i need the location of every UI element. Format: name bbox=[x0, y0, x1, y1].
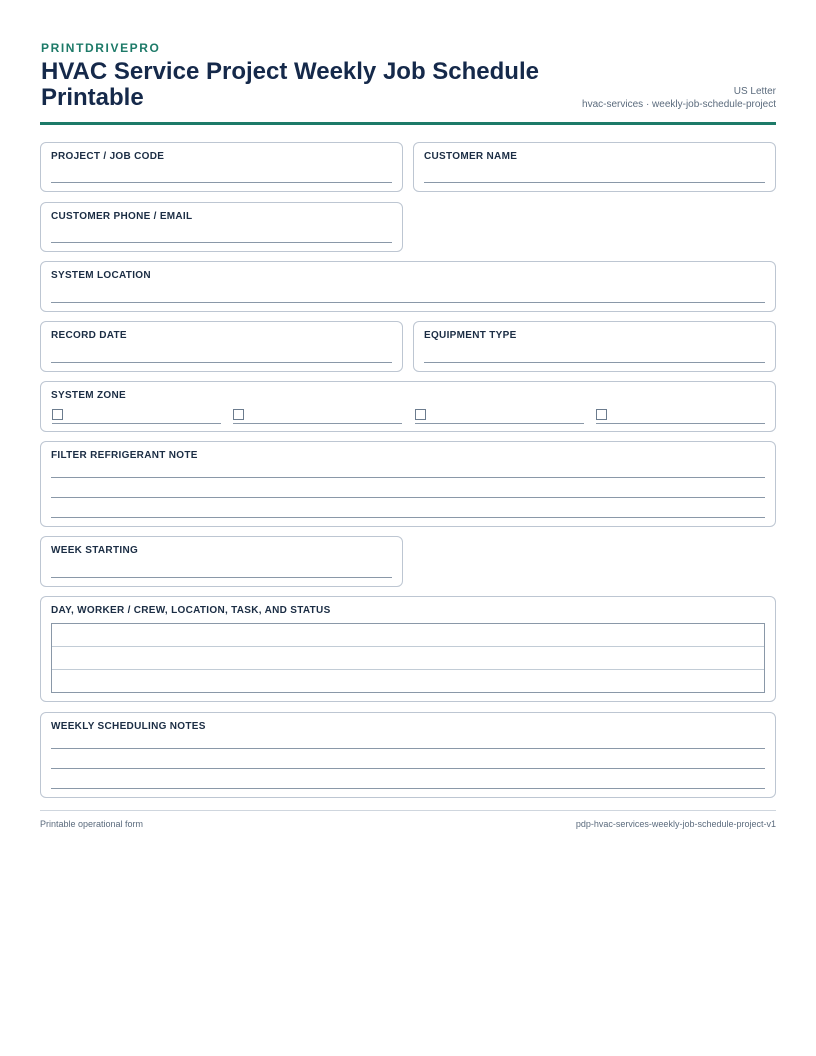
write-line[interactable] bbox=[51, 302, 765, 303]
project-job-code-field[interactable] bbox=[40, 142, 403, 192]
field-label: CUSTOMER NAME bbox=[424, 151, 518, 162]
footer-left-text: Printable operational form bbox=[40, 819, 144, 829]
write-line[interactable] bbox=[424, 362, 765, 363]
filter-refrigerant-note-field[interactable] bbox=[40, 441, 776, 527]
week-starting-field[interactable] bbox=[40, 536, 403, 587]
table-row[interactable] bbox=[52, 647, 764, 670]
field-label: WEEKLY SCHEDULING NOTES bbox=[51, 721, 206, 732]
field-label: DAY, WORKER / CREW, LOCATION, TASK, AND STATUS bbox=[51, 605, 331, 616]
write-line[interactable] bbox=[51, 788, 765, 789]
write-line[interactable] bbox=[51, 748, 765, 749]
header-rule bbox=[40, 122, 776, 125]
field-label: FILTER REFRIGERANT NOTE bbox=[51, 450, 198, 461]
zone-write-line-3[interactable] bbox=[415, 423, 584, 424]
write-line[interactable] bbox=[51, 362, 392, 363]
schedule-table-section bbox=[40, 596, 776, 702]
field-label: SYSTEM LOCATION bbox=[51, 270, 151, 281]
brand-name: PRINTDRIVEPRO bbox=[41, 41, 161, 55]
customer-phone-email-field[interactable] bbox=[40, 202, 403, 252]
equipment-type-field[interactable] bbox=[413, 321, 776, 372]
write-line[interactable] bbox=[424, 182, 765, 183]
write-line[interactable] bbox=[51, 497, 765, 498]
document-slug: hvac-services · weekly-job-schedule-project bbox=[582, 99, 776, 110]
write-line[interactable] bbox=[51, 242, 392, 243]
write-line[interactable] bbox=[51, 182, 392, 183]
weekly-scheduling-notes-field[interactable] bbox=[40, 712, 776, 798]
zone-checkbox-2[interactable] bbox=[233, 409, 244, 420]
footer-rule bbox=[40, 810, 776, 811]
write-line[interactable] bbox=[51, 577, 392, 578]
zone-checkbox-3[interactable] bbox=[415, 409, 426, 420]
table-row[interactable] bbox=[52, 624, 764, 647]
field-label: WEEK STARTING bbox=[51, 545, 139, 556]
field-label: SYSTEM ZONE bbox=[51, 390, 126, 401]
system-location-field[interactable] bbox=[40, 261, 776, 312]
table-row[interactable] bbox=[52, 670, 764, 693]
field-label: EQUIPMENT TYPE bbox=[424, 330, 517, 341]
customer-name-field[interactable] bbox=[413, 142, 776, 192]
write-line[interactable] bbox=[51, 477, 765, 478]
zone-write-line-4[interactable] bbox=[596, 423, 765, 424]
zone-write-line-1[interactable] bbox=[52, 423, 221, 424]
record-date-field[interactable] bbox=[40, 321, 403, 372]
write-line[interactable] bbox=[51, 768, 765, 769]
footer-form-id: pdp-hvac-services-weekly-job-schedule-project-v1 bbox=[575, 819, 776, 829]
field-label: RECORD DATE bbox=[51, 330, 127, 341]
field-label: CUSTOMER PHONE / EMAIL bbox=[51, 211, 193, 222]
zone-write-line-2[interactable] bbox=[233, 423, 402, 424]
write-line[interactable] bbox=[51, 517, 765, 518]
zone-checkbox-4[interactable] bbox=[596, 409, 607, 420]
schedule-table bbox=[51, 623, 765, 693]
field-label: PROJECT / JOB CODE bbox=[51, 151, 165, 162]
zone-checkbox-1[interactable] bbox=[52, 409, 63, 420]
page-title: HVAC Service Project Weekly Job Schedule Printable bbox=[41, 58, 539, 111]
document-meta bbox=[582, 85, 776, 111]
paper-size: US Letter bbox=[733, 86, 776, 97]
system-zone-field bbox=[40, 381, 776, 432]
